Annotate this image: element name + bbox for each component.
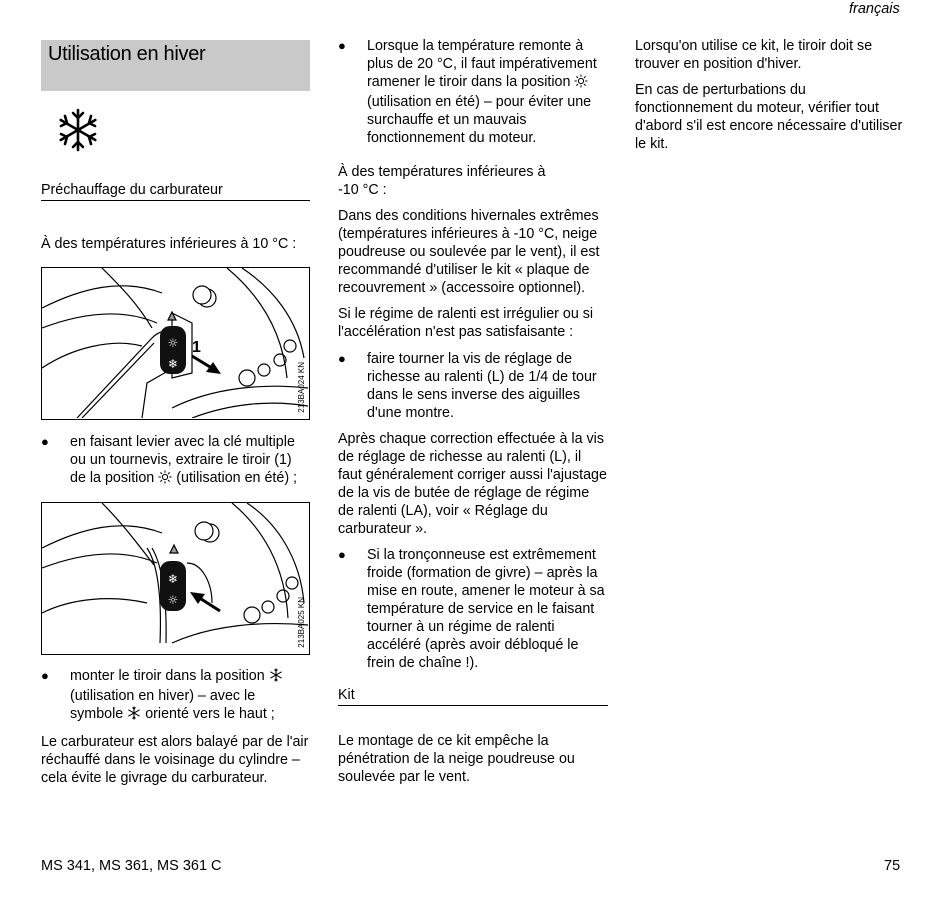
bullet-icon: ●	[338, 547, 346, 562]
paragraph: Après chaque correction effectuée à la vis de réglage de richesse au ralenti (L), il faut généralement corriger aussi l'ajustage de la vis de butée de réglage de régime de ralenti (LA), voir « Réglage du carburateur ».	[338, 431, 607, 537]
column-left	[41, 40, 310, 787]
carburetor-illustration	[42, 503, 308, 653]
column-right	[635, 37, 905, 153]
snowflake-icon	[269, 668, 283, 687]
figure-summer-slide	[41, 267, 310, 420]
page-number: 75	[884, 858, 901, 874]
svg-text:☼: ☼	[167, 336, 179, 350]
figure-code: 213BA025 KN	[297, 597, 306, 648]
list-item: ● Si la tronçonneuse est extrêmement froide (formation de givre) – après la mise en route, amener le moteur à sa température de service en le faisant tourner à un régime de ralenti accéléré (après avoir débloqué le frein de chaîne !).	[338, 547, 605, 671]
subheading-kit: Kit	[338, 687, 355, 703]
section-title-box	[41, 40, 310, 91]
footer-models: MS 341, MS 361, MS 361 C	[41, 858, 222, 874]
column-middle	[338, 37, 608, 786]
section-title: Utilisation en hiver	[48, 43, 206, 65]
callout-1: 1	[192, 339, 201, 356]
snowflake-icon	[55, 107, 101, 153]
paragraph: Dans des conditions hivernales extrêmes (températures inférieures à -10 °C, neige poudreuse ou soulevée par le vent), il est recommandé d'utiliser le kit « plaque de recouvrement » (accessoire optionnel).	[338, 208, 600, 296]
bullet-icon: ●	[338, 351, 346, 366]
list-item: ● faire tourner la vis de réglage de richesse au ralenti (L) de 1/4 de tour dans le sens inverse des aiguilles d'une montre.	[338, 351, 597, 421]
list-item: ● en faisant levier avec la clé multiple ou un tournevis, extraire le tiroir (1) de la position (utilisation en été) ;	[41, 433, 310, 489]
sun-icon	[574, 74, 588, 93]
bullet-icon: ●	[338, 38, 346, 53]
subheading-preheat: Préchauffage du carburateur	[41, 182, 223, 198]
figure-code: 213BA024 KN	[297, 362, 306, 413]
paragraph: Si le régime de ralenti est irrégulier ou si l'accélération n'est pas satisfaisante :	[338, 306, 594, 340]
figure-winter-slide	[41, 502, 310, 655]
svg-text:☼: ☼	[167, 593, 179, 607]
sun-icon	[158, 470, 172, 489]
list-item: ● Lorsque la température remonte à plus de 20 °C, il faut impérativement ramener le tiroir dans la position (utilisation en été) – pour éviter une surchauffe et un mauvais fonctionnement du moteur.	[338, 38, 597, 146]
paragraph: En cas de perturbations du fonctionnement du moteur, vérifier tout d'abord s'il est encore nécessaire d'utiliser le kit.	[635, 82, 903, 152]
svg-text:❄: ❄	[167, 572, 179, 586]
paragraph: Le carburateur est alors balayé par de l'air réchauffé dans le voisinage du cylindre – cela évite le givrage du carburateur.	[41, 734, 309, 786]
svg-text:❄: ❄	[167, 357, 179, 371]
language-label: français	[849, 1, 900, 17]
bullet-icon: ●	[41, 668, 49, 683]
bullet-icon: ●	[41, 434, 49, 449]
paragraph: Lorsqu'on utilise ce kit, le tiroir doit se trouver en position d'hiver.	[635, 38, 873, 72]
paragraph: Le montage de ce kit empêche la pénétration de la neige poudreuse ou soulevée par le vent.	[338, 733, 575, 785]
snowflake-icon	[127, 706, 141, 725]
temperature-condition: À des températures inférieures à 10 °C :	[41, 236, 297, 252]
subheading-minus10: À des températures inférieures à -10 °C :	[338, 164, 546, 198]
carburetor-illustration	[42, 268, 308, 418]
list-item: ● monter le tiroir dans la position (utilisation en hiver) – avec le symbole orienté vers le haut ;	[41, 667, 310, 725]
